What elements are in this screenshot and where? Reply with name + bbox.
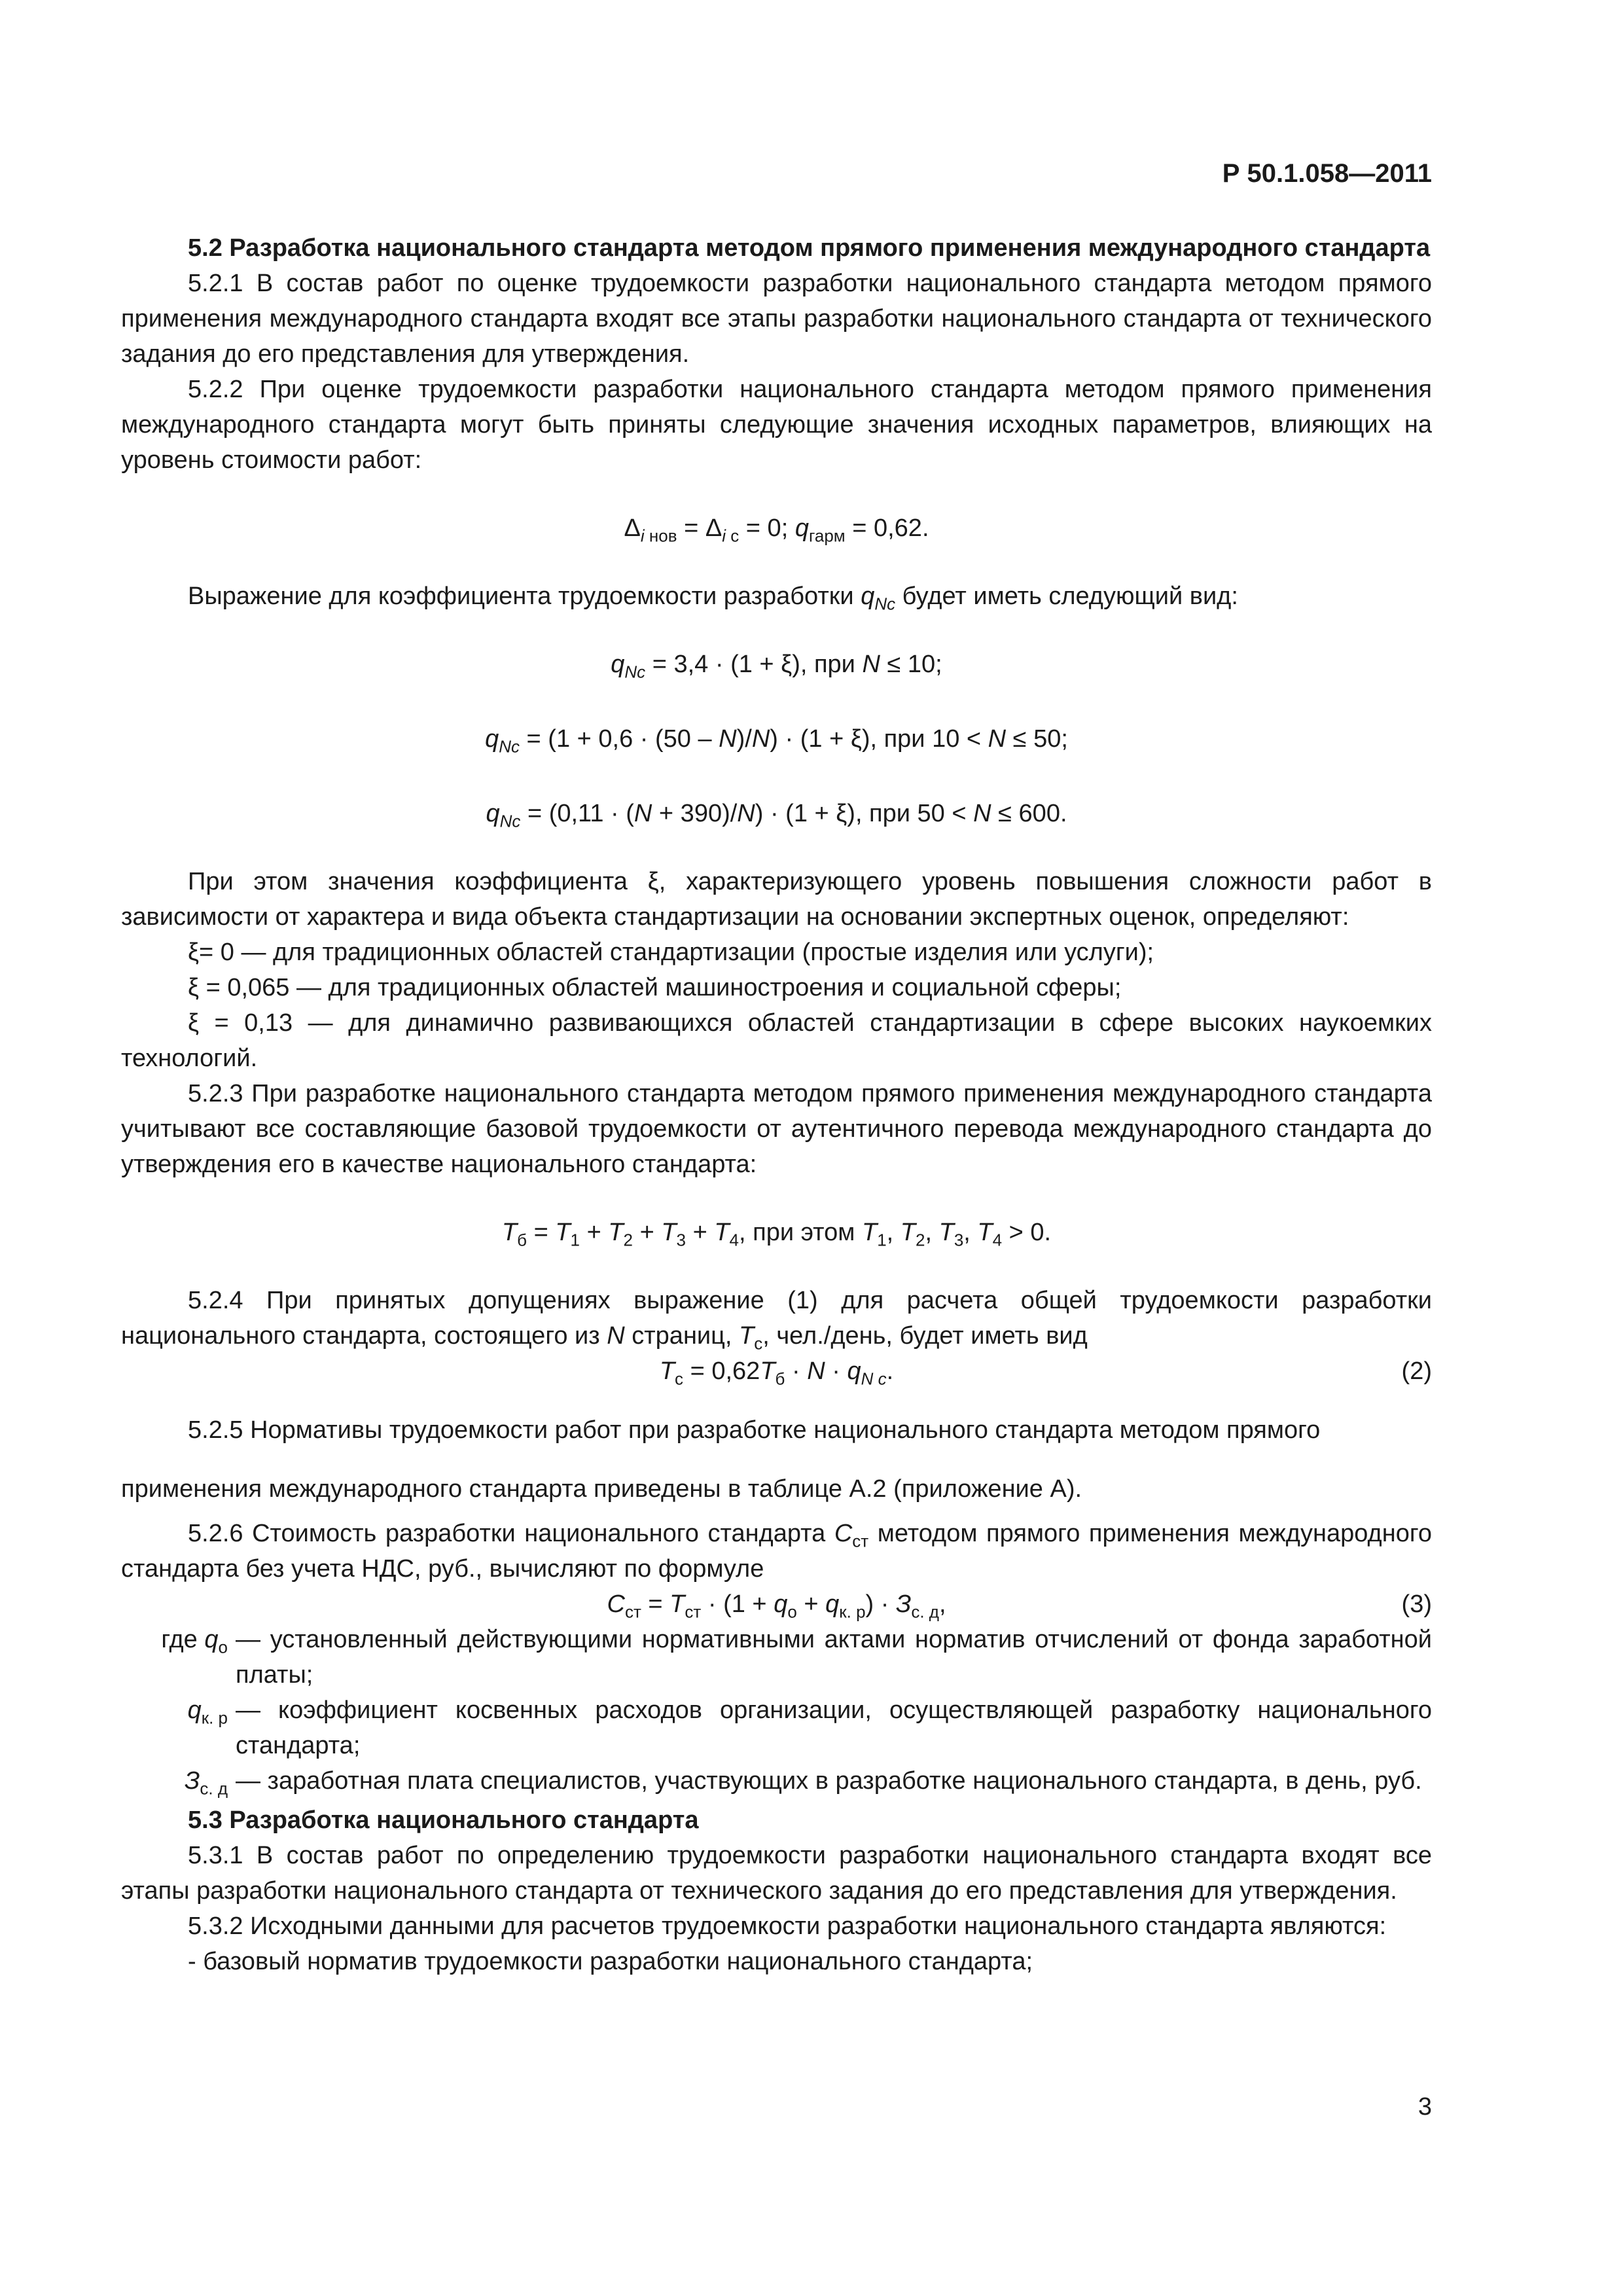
- paragraph-5-2-3: 5.2.3 При разработке национального стандарта методом прямого применения международного стандарта учитывают все составляющие базовой трудоемкости от аутентичного перевода международного стандарта до утверждения его в качестве национального стандарта:: [121, 1080, 1432, 1178]
- paragraph-5-2-6: 5.2.6 Стоимость разработки национального стандарта $C_{ст}$ методом прямого применения международного стандарта без учета НДС, руб., вычисляют по формуле: [121, 1520, 1432, 1583]
- list-item-base-norm: - базовый норматив трудоемкости разработки национального стандарта;: [188, 1948, 1033, 1975]
- formula-qnc-2: $q_{Nc} = (1 + 0,6 \cdot (50 - N)/N) \cdot (1 + \xi)$, при 10 < N ≤ 50;: [485, 725, 1068, 757]
- xi-value-3: ξ = 0,13 — для динамично развивающихся областей стандартизации в сфере высоких наукоемких технологий.: [121, 1009, 1432, 1072]
- page-number: 3: [1418, 2093, 1432, 2121]
- formula-qnc-3: $q_{Nc} = (0,11 \cdot (N + 390)/N) \cdot (1 + \xi)$, при 50 < N ≤ 600.: [486, 800, 1067, 831]
- paragraph-5-2-5-line-2: применения международного стандарта приведены в таблице А.2 (приложение А).: [121, 1475, 1082, 1503]
- where-term-qkr: $q_{к. р}$: [187, 1696, 228, 1728]
- paragraph-5-2-1: 5.2.1 В состав работ по оценке трудоемкости разработки национального стандарта методом прямого применения международного стандарта входят все этапы разработки национального стандарта от технического задания до его представления для утверждения.: [121, 270, 1432, 368]
- formula-cst: $C_{ст} = T_{ст} \cdot (1 + q_о + q_{к. р}) \cdot З_{с. д}$, (3): [121, 1587, 1432, 1622]
- formula-number-3: (3): [1401, 1590, 1432, 1618]
- paragraph-5-2-5-line-1: 5.2.5 Нормативы трудоемкости работ при разработке национального стандарта методом прямого: [188, 1416, 1321, 1444]
- section-5-2: [121, 230, 1432, 1979]
- document-code-header: Р 50.1.058—2011: [1222, 159, 1432, 188]
- where-term-qo: где $q_о$: [161, 1626, 228, 1657]
- paragraph-5-3-1: 5.3.1 В состав работ по определению трудоемкости разработки национального стандарта входят все этапы разработки национального стандарта от технического задания до его представления для утверждения.: [121, 1842, 1432, 1905]
- section-heading-5-2: 5.2 Разработка национального стандарта методом прямого применения международного стандарта: [188, 234, 1431, 262]
- expression-intro: Выражение для коэффициента трудоемкости разработки $q_{Nc}$ будет иметь следующий вид:: [188, 583, 1238, 614]
- paragraph-5-2-4: 5.2.4 При принятых допущениях выражение (1) для расчета общей трудоемкости разработки национального стандарта, состоящего из N страниц, $T_с$, чел./день, будет иметь вид: [121, 1287, 1432, 1354]
- xi-value-1: ξ= 0 — для традиционных областей стандартизации (простые изделия или услуги);: [188, 939, 1154, 966]
- paragraph-5-2-2: 5.2.2 При оценке трудоемкости разработки национального стандарта методом прямого применения международного стандарта могут быть приняты следующие значения исходных параметров, влияющих на уровень стоимости работ:: [121, 376, 1432, 474]
- where-term-zsd: $З_{с. д}$: [185, 1767, 228, 1799]
- formula-tb: $T_б = T_1 + T_2 + T_3 + T_4$, при этом $T_1$, $T_2$, $T_3$, $T_4 > 0$.: [501, 1219, 1052, 1250]
- section-heading-5-3: 5.3 Разработка национального стандарта: [188, 1806, 699, 1834]
- where-def-qkr: — коэффициент косвенных расходов организации, осуществляющей разработку национального стандарта;: [236, 1696, 1432, 1759]
- where-def-zsd: — заработная плата специалистов, участвующих в разработке национального стандарта, в день, руб.: [236, 1767, 1422, 1795]
- formula-number-2: (2): [1401, 1357, 1432, 1385]
- where-def-qo: — установленный действующими нормативными актами норматив отчислений от фонда заработной платы;: [236, 1626, 1432, 1689]
- where-list: [121, 1622, 1432, 1799]
- xi-value-2: ξ = 0,065 — для традиционных областей машиностроения и социальной сферы;: [188, 974, 1122, 1001]
- paragraph-5-3-2: 5.3.2 Исходными данными для расчетов трудоемкости разработки национального стандарта являются:: [188, 1912, 1387, 1940]
- formula-qnc-1: $q_{Nc} = 3,4 \cdot (1 + \xi)$, при N ≤ 10;: [611, 651, 942, 682]
- xi-intro: При этом значения коэффициента ξ, характеризующего уровень повышения сложности работ в зависимости от характера и вида объекта стандартизации на основании экспертных оценок, определяют:: [121, 868, 1432, 931]
- formula-tc: $T_с = 0,62T_б \cdot N \cdot q_{N с}$. (2): [121, 1354, 1432, 1389]
- formula-delta: $\Delta_{i нов} = \Delta_{i с} = 0$; $q_{гарм} = 0,62$.: [624, 514, 929, 546]
